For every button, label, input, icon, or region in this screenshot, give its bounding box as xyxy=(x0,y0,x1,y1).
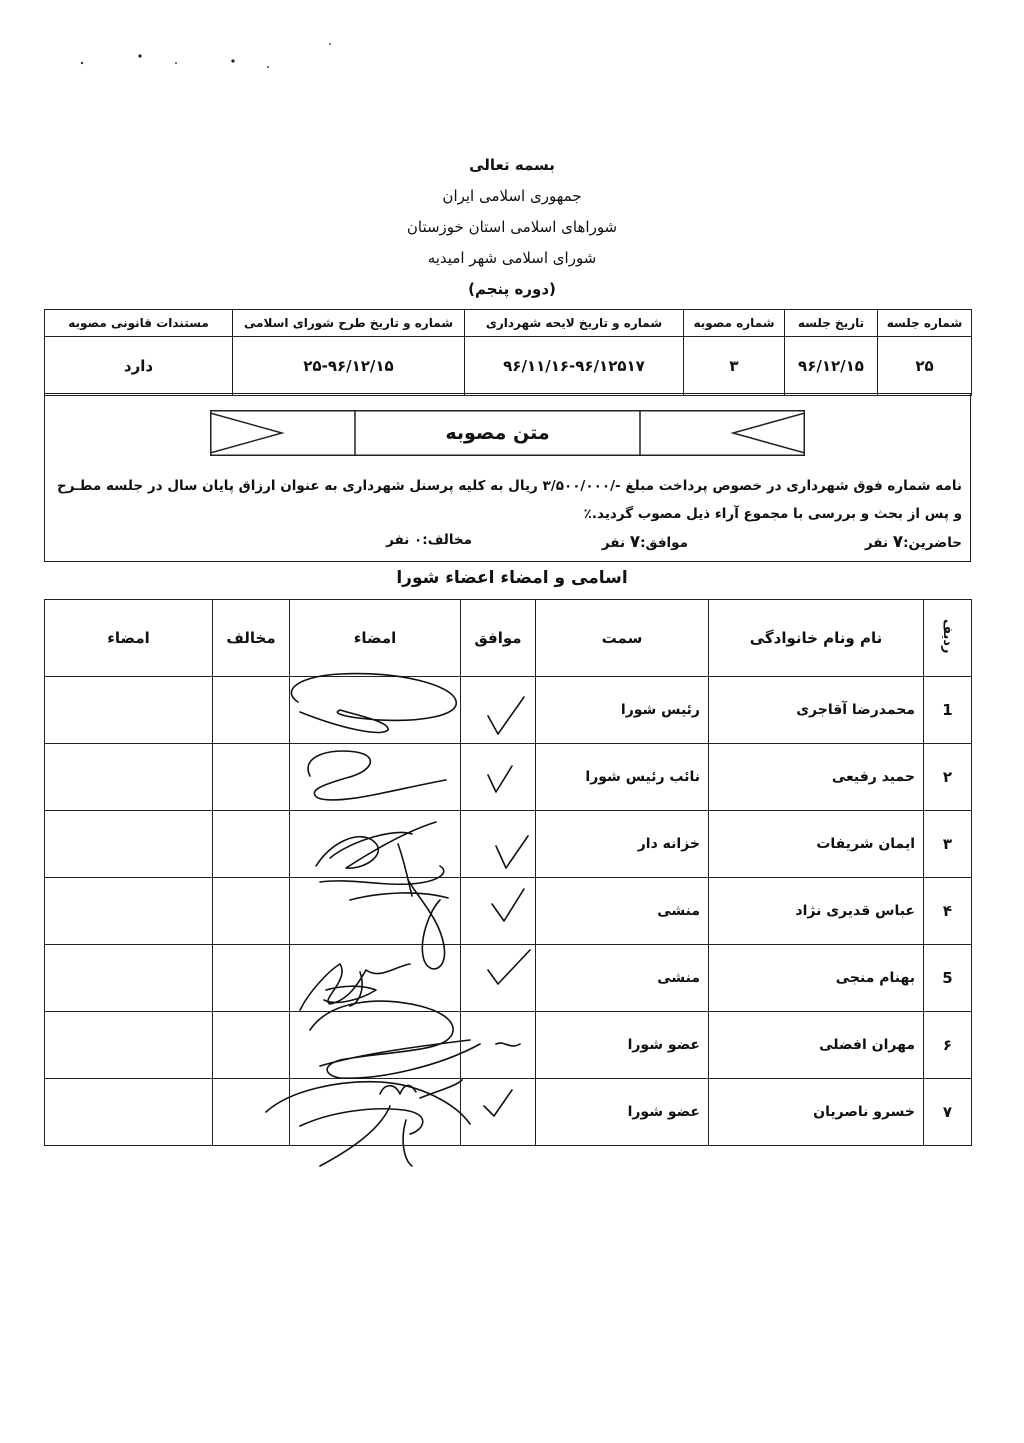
oppose-tally xyxy=(386,532,472,548)
val-plan-ref: ۲۵-۹۶/۱۲/۱۵ xyxy=(233,337,465,396)
present-unit: نفر xyxy=(864,535,889,551)
agree-label: موافق: xyxy=(640,535,688,551)
table-row xyxy=(45,945,972,1012)
th-row xyxy=(924,600,972,677)
agree-cell xyxy=(461,811,536,878)
th-name: نام ونام خانوادگی xyxy=(709,600,924,677)
member-role: عضو شورا xyxy=(536,1012,709,1079)
member-name: عباس قدیری نژاد xyxy=(709,878,924,945)
row-index: ۳ xyxy=(924,811,972,878)
signature-cell xyxy=(290,1012,461,1079)
member-name: خسرو ناصریان xyxy=(709,1079,924,1146)
oppose-cell xyxy=(213,878,290,945)
scan-specks xyxy=(0,0,1024,120)
oppose-count: ۰ xyxy=(414,532,423,548)
table-row xyxy=(45,1012,972,1079)
th-signature-2: امضاء xyxy=(45,600,213,677)
agree-tally xyxy=(602,532,688,552)
val-legal-docs: دارد xyxy=(45,337,233,396)
val-resolution-no: ۳ xyxy=(684,337,785,396)
oppose-cell xyxy=(213,744,290,811)
row-index: ۷ xyxy=(924,1079,972,1146)
present-tally xyxy=(865,532,962,552)
signature-cell xyxy=(290,677,461,744)
agree-unit: نفر xyxy=(601,535,626,551)
th-signature: امضاء xyxy=(290,600,461,677)
val-bill-ref: ۹۶/۱۱/۱۶-۹۶/۱۲۵۱۷ xyxy=(465,337,684,396)
resolution-text: نامه شماره فوق شهرداری در خصوص پرداخت مبلغ -/۳/۵۰۰/۰۰۰ ریال به کلیه پرسنل شهرداری به عنوان ارزاق پایان سال در جلسه مطـرح و پس از بحث و بررسی با مجموع آراء ذیل مصوب گردید.٪ xyxy=(57,478,962,522)
header-basmala: بسمه تعالی xyxy=(469,156,555,174)
th-agree: موافق xyxy=(461,600,536,677)
signature-cell xyxy=(290,1079,461,1146)
member-role: عضو شورا xyxy=(536,1079,709,1146)
oppose-cell xyxy=(213,811,290,878)
members-title: اسامی و امضاء اعضاء شورا xyxy=(396,568,628,588)
th-session-no: شماره جلسه xyxy=(878,310,972,337)
oppose-cell xyxy=(213,945,290,1012)
signature-cell-2 xyxy=(45,878,213,945)
member-role: منشی xyxy=(536,878,709,945)
member-role: منشی xyxy=(536,945,709,1012)
th-bill-ref: شماره و تاریخ لایحه شهرداری xyxy=(465,310,684,337)
row-index: ۲ xyxy=(924,744,972,811)
th-plan-ref: شماره و تاریخ طرح شورای اسلامی xyxy=(233,310,465,337)
present-label: حاضرین: xyxy=(903,535,962,551)
row-index: ۴ xyxy=(924,878,972,945)
signature-cell xyxy=(290,811,461,878)
header-republic: جمهوری اسلامی ایران xyxy=(442,187,582,205)
header-city-council: شورای اسلامی شهر امیدیه xyxy=(427,249,597,267)
present-count: ۷ xyxy=(892,532,904,552)
member-name: بهنام منجی xyxy=(709,945,924,1012)
table-row xyxy=(45,677,972,744)
th-oppose: مخالف xyxy=(213,600,290,677)
agree-cell xyxy=(461,677,536,744)
member-name: مهران افضلی xyxy=(709,1012,924,1079)
resolution-title: متن مصوبه xyxy=(445,422,550,444)
val-session-date: ۹۶/۱۲/۱۵ xyxy=(785,337,878,396)
document-header xyxy=(0,150,1024,305)
resolution-banner xyxy=(210,410,805,456)
signature-cell xyxy=(290,744,461,811)
agree-cell xyxy=(461,744,536,811)
table-row xyxy=(45,1079,972,1146)
agree-cell xyxy=(461,945,536,1012)
member-role: خزانه دار xyxy=(536,811,709,878)
signature-cell-2 xyxy=(45,1012,213,1079)
oppose-label: مخالف: xyxy=(422,532,472,548)
table-row xyxy=(45,744,972,811)
signature-cell-2 xyxy=(45,744,213,811)
row-index: 1 xyxy=(924,677,972,744)
th-role: سمت xyxy=(536,600,709,677)
header-term: (دوره پنجم) xyxy=(468,280,556,298)
th-legal-docs: مستندات قانونی مصوبه xyxy=(45,310,233,337)
member-name: ایمان شریفات xyxy=(709,811,924,878)
signature-cell xyxy=(290,945,461,1012)
agree-cell xyxy=(461,1012,536,1079)
member-name: حمید رفیعی xyxy=(709,744,924,811)
row-index: ۶ xyxy=(924,1012,972,1079)
header-province-councils: شوراهای اسلامی استان خوزستان xyxy=(406,218,618,236)
agree-count: ۷ xyxy=(629,532,641,552)
row-index: 5 xyxy=(924,945,972,1012)
member-role: رئیس شورا xyxy=(536,677,709,744)
val-session-no: ۲۵ xyxy=(878,337,972,396)
signature-cell-2 xyxy=(45,677,213,744)
signature-cell-2 xyxy=(45,945,213,1012)
th-resolution-no: شماره مصوبه xyxy=(684,310,785,337)
oppose-unit: نفر xyxy=(386,532,410,548)
resolution-info-table xyxy=(44,309,972,396)
agree-cell xyxy=(461,1079,536,1146)
oppose-cell xyxy=(213,1012,290,1079)
resolution-box xyxy=(44,393,971,562)
table-row xyxy=(45,878,972,945)
members-table xyxy=(44,599,972,1146)
table-row xyxy=(45,811,972,878)
oppose-cell xyxy=(213,1079,290,1146)
signature-cell-2 xyxy=(45,811,213,878)
signature-cell xyxy=(290,878,461,945)
oppose-cell xyxy=(213,677,290,744)
agree-cell xyxy=(461,878,536,945)
member-name: محمدرضا آقاجری xyxy=(709,677,924,744)
th-session-date: تاریخ جلسه xyxy=(785,310,878,337)
member-role: نائب رئیس شورا xyxy=(536,744,709,811)
signature-cell-2 xyxy=(45,1079,213,1146)
th-row-label: ردیف xyxy=(940,618,955,654)
